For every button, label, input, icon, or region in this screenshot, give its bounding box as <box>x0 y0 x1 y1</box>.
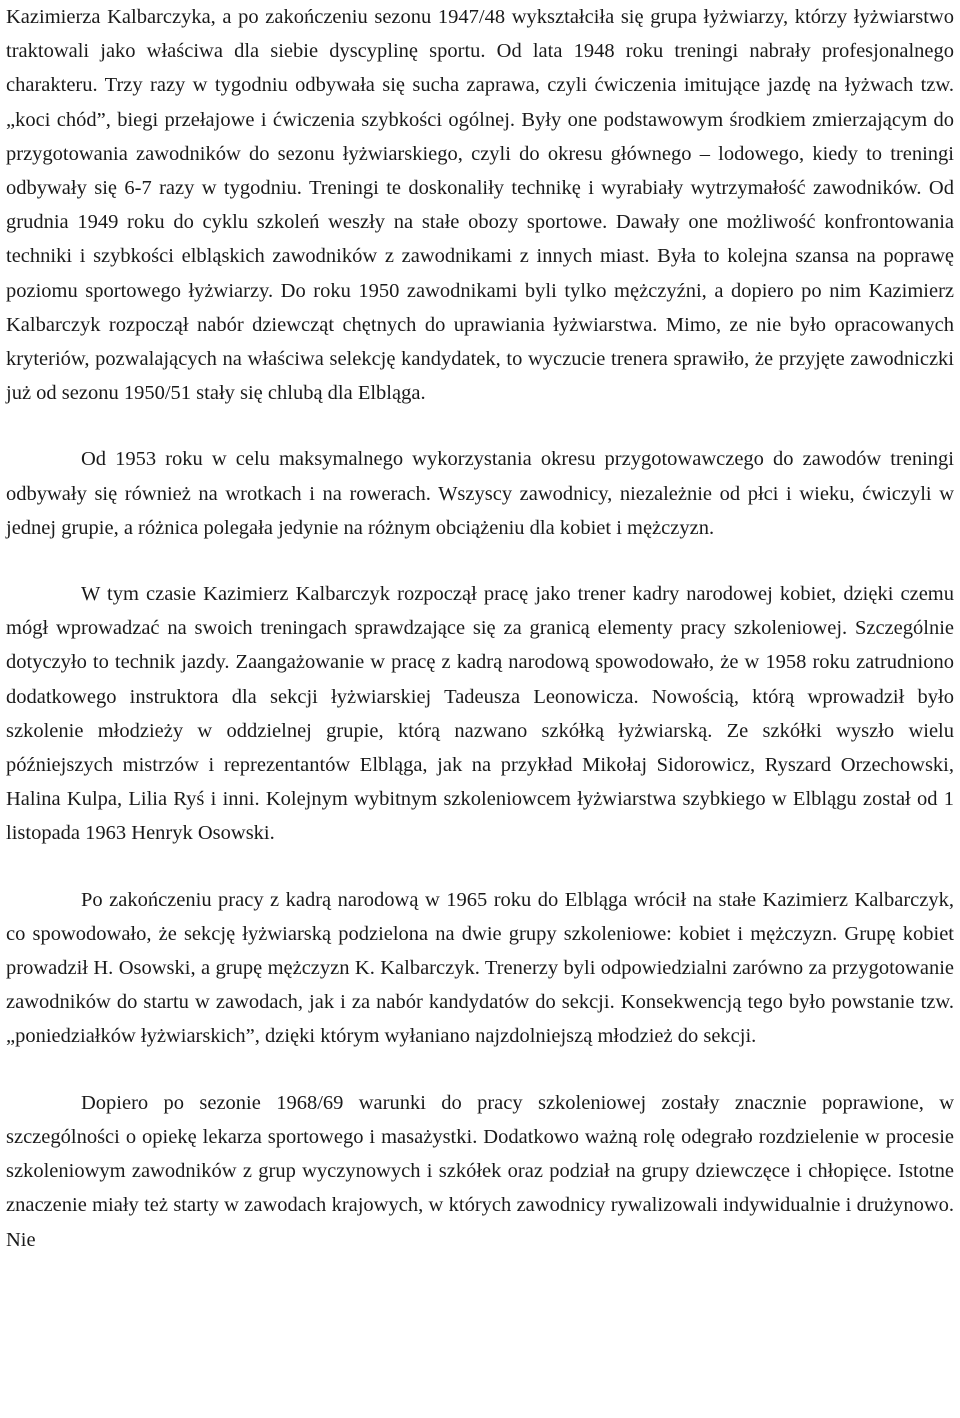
paragraph-2: Od 1953 roku w celu maksymalnego wykorzystania okresu przygotowawczego do zawodów treningi odbywały się również na wrotkach i na rowerach. Wszyscy zawodnicy, niezależnie od płci i wieku, ćwiczyli w jednej grupie, a różnica polegała jedynie na różnym obciążeniu dla kobiet i mężczyzn. <box>6 448 954 539</box>
paragraph-5: Dopiero po sezonie 1968/69 warunki do pracy szkoleniowej zostały znacznie poprawione, w szczególności o opiekę lekarza sportowego i masażystki. Dodatkowo ważną rolę odegrało rozdzielenie w procesie szkoleniowym zawodników z grup wyczynowych i szkółek oraz podział na grupy dziewczęce i chłopięce. Istotne znaczenie miały też starty w zawodach krajowych, w których zawodnicy rywalizowali indywidualnie i drużynowo. Nie <box>6 1091 954 1251</box>
paragraph-3: W tym czasie Kazimierz Kalbarczyk rozpoczął pracę jako trener kadry narodowej kobiet, dzięki czemu mógł wprowadzać na swoich treningach sprawdzające się za granicą elementy pracy szkoleniowej. Szczególnie dotyczyło to technik jazdy. Zaangażowanie w pracę z kadrą narodową spowodowało, że w 1958 roku zatrudniono dodatkowego instruktora dla sekcji łyżwiarskiej Tadeusza Leonowicza. Nowością, którą wprowadził było szkolenie młodzieży w oddzielnej grupie, którą nazwano szkółką łyżwiarską. Ze szkółki wyszło wielu późniejszych mistrzów i reprezentantów Elbląga, jak na przykład Mikołaj Sidorowicz, Ryszard Orzechowski, Halina Kulpa, Lilia Ryś i inni. Kolejnym wybitnym szkoleniowcem łyżwiarstwa szybkiego w Elblągu został od 1 listopada 1963 Henryk Osowski. <box>6 583 954 845</box>
paragraph-4: Po zakończeniu pracy z kadrą narodową w 1965 roku do Elbląga wrócił na stałe Kazimierz Kalbarczyk, co spowodowało, że sekcję łyżwiarską podzielona na dwie grupy szkoleniowe: kobiet i mężczyzn. Grupę kobiet prowadził H. Osowski, a grupę mężczyzn K. Kalbarczyk. Trenerzy byli odpowiedzialni zarówno za przygotowanie zawodników do startu w zawodach, jak i za nabór kandydatów do sekcji. Konsekwencją tego było powstanie tzw. „poniedziałków łyżwiarskich”, dzięki którym wyłaniano najzdolniejszą młodzież do sekcji. <box>6 888 954 1048</box>
paragraph-1: Kazimierza Kalbarczyka, a po zakończeniu sezonu 1947/48 wykształciła się grupa łyżwiarzy, którzy łyżwiarstwo traktowali jako właściwa dla siebie dyscyplinę sportu. Od lata 1948 roku treningi nabrały profesjonalnego charakteru. Trzy razy w tygodniu odbywała się sucha zaprawa, czyli ćwiczenia imitujące jazdę na łyżwach tzw. „koci chód”, biegi przełajowe i ćwiczenia szybkości ogólnej. Były one podstawowym środkiem zmierzającym do przygotowania zawodników do sezonu łyżwiarskiego, czyli do okresu głównego – lodowego, kiedy to treningi odbywały się 6-7 razy w tygodniu. Treningi te doskonaliły technikę i wyrabiały wytrzymałość zawodników. Od grudnia 1949 roku do cyklu szkoleń weszły na stałe obozy sportowe. Dawały one możliwość konfrontowania techniki i szybkości elbląskich zawodników z zawodnikami z innych miast. Była to kolejna szansa na poprawę poziomu sportowego łyżwiarzy. Do roku 1950 zawodnikami byli tylko mężczyźni, a dopiero po nim Kazimierz Kalbarczyk rozpoczął nabór dziewcząt chętnych do uprawiania łyżwiarstwa. Mimo, ze nie było opracowanych kryteriów, pozwalających na właściwa selekcję kandydatek, to wyczucie trenera sprawiło, że przyjęte zawodniczki już od sezonu 1950/51 stały się chlubą dla Elbląga. <box>6 6 954 405</box>
